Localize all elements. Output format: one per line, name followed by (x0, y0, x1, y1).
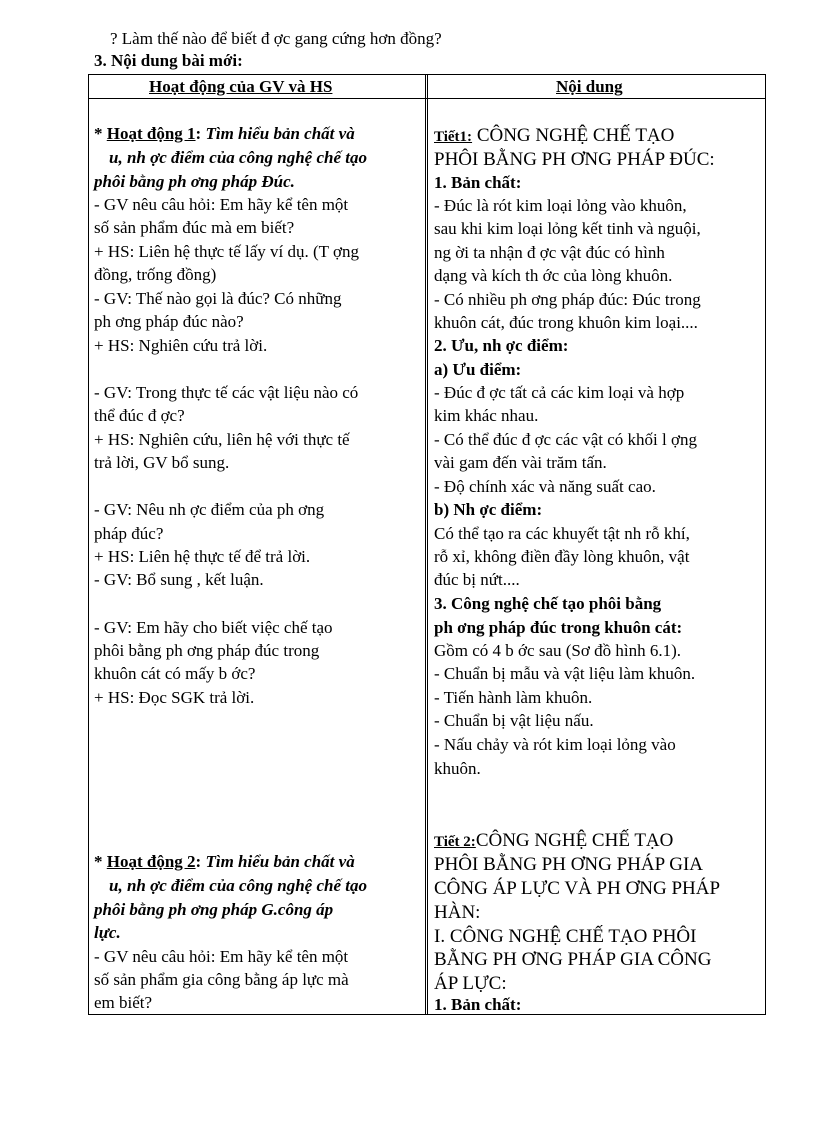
activity-1-label: Hoạt động 1 (106, 124, 196, 143)
right-text-line: - Chuẩn bị vật liệu nấu. (434, 711, 594, 730)
right-text-line: - Đúc đ ợc tất cả các kim loại và hợp (434, 383, 685, 402)
left-text-line: pháp đúc? (94, 524, 164, 543)
right-text-line: khuôn cát, đúc trong khuôn kim loại.... (434, 313, 698, 332)
lesson-2-title-line: HÀN: (434, 902, 481, 923)
subsection-heading: 3. Công nghệ chế tạo phôi bằng (434, 594, 662, 613)
left-text-line: thể đúc đ ợc? (94, 406, 185, 425)
right-text-line: dạng và kích th ớc của lòng khuôn. (434, 266, 673, 285)
left-text-line: - GV nêu câu hỏi: Em hãy kể tên một (94, 195, 349, 214)
right-text-line: sau khi kim loại lỏng kết tinh và nguội, (434, 219, 701, 238)
activity-2-title-line: u, nh ợc điểm của công nghệ chế tạo (109, 876, 367, 895)
header-right: Nội dung (556, 77, 623, 96)
lesson-2-section-line: BẰNG PH ƠNG PHÁP GIA CÔNG (434, 949, 712, 970)
left-text-line: + HS: Nghiên cứu, liên hệ với thực tế (94, 430, 350, 449)
lesson-2-title-line: PHÔI BẰNG PH ƠNG PHÁP GIA (434, 854, 704, 875)
right-text-line: - Tiến hành làm khuôn. (434, 688, 593, 707)
right-text-line: kim khác nhau. (434, 406, 539, 425)
activity-1-title-line: u, nh ợc điểm của công nghệ chế tạo (109, 148, 367, 167)
left-text-line: ph ơng pháp đúc nào? (94, 312, 244, 331)
right-text-line: - Độ chính xác và năng suất cao. (434, 477, 656, 496)
right-text-line: vài gam đến vài trăm tấn. (434, 453, 607, 472)
left-text-line: + HS: Nghiên cứu trả lời. (94, 336, 268, 355)
left-text-line: - GV: Bổ sung , kết luận. (94, 570, 264, 589)
right-text-line: - Đúc là rót kim loại lỏng vào khuôn, (434, 196, 687, 215)
column-divider (425, 74, 428, 1015)
activity-2-heading: * Hoạt động 2: Tìm hiểu bản chất và (94, 852, 355, 871)
left-text-line: - GV: Trong thực tế các vật liệu nào có (94, 383, 359, 402)
lesson-2-title-line: CÔNG ÁP LỰC VÀ PH ƠNG PHÁP (434, 878, 721, 899)
right-text-line: ng ời ta nhận đ ợc vật đúc có hình (434, 243, 665, 262)
left-text-line: số sản phẩm gia công bằng áp lực mà (94, 970, 349, 989)
right-text-line: - Có thể đúc đ ợc các vật có khối l ợng (434, 430, 697, 449)
activity-2-title-line: lực. (94, 923, 121, 942)
left-text-line: em biết? (94, 993, 153, 1012)
activity-2-label: Hoạt động 2 (106, 852, 196, 871)
right-text-line: khuôn. (434, 759, 481, 778)
right-text-line: Gồm có 4 b ớc sau (Sơ đồ hình 6.1). (434, 641, 681, 660)
lesson-2-section-line: ÁP LỰC: (434, 973, 507, 994)
right-text-line: đúc bị nứt.... (434, 570, 520, 589)
left-text-line: phôi bằng ph ơng pháp đúc trong (94, 641, 320, 660)
left-text-line: + HS: Liên hệ thực tế để trả lời. (94, 547, 311, 566)
lesson-2-label: Tiết 2: (434, 834, 476, 850)
right-text-line: Có thể tạo ra các khuyết tật nh rỗ khí, (434, 524, 690, 543)
lesson-1-title-line: PHÔI BẰNG PH ƠNG PHÁP ĐÚC: (434, 149, 715, 170)
left-text-line: trả lời, GV bổ sung. (94, 453, 230, 472)
header-rule (88, 98, 766, 99)
subsection-heading: 1. Bản chất: (434, 173, 522, 192)
subsection-heading: a) Ưu điểm: (434, 360, 522, 379)
activity-1-title-line: phôi bằng ph ơng pháp Đúc. (94, 172, 295, 191)
left-text-line: - GV: Thế nào gọi là đúc? Có những (94, 289, 342, 308)
lesson-1-heading: Tiết1: CÔNG NGHỆ CHẾ TẠO (434, 125, 675, 146)
right-text-line: - Có nhiều ph ơng pháp đúc: Đúc trong (434, 290, 701, 309)
left-text-line: - GV nêu câu hỏi: Em hãy kể tên một (94, 947, 349, 966)
left-text-line: số sản phẩm đúc mà em biết? (94, 218, 295, 237)
lesson-1-label: Tiết1: (434, 129, 473, 145)
left-text-line: - GV: Em hãy cho biết việc chế tạo (94, 618, 333, 637)
left-text-line: khuôn cát có mấy b ớc? (94, 664, 256, 683)
section-title: 3. Nội dung bài mới: (94, 51, 243, 70)
subsection-heading: 2. Ưu, nh ợc điểm: (434, 336, 569, 355)
subsection-heading: 1. Bản chất: (434, 995, 522, 1014)
lesson-2-section-line: I. CÔNG NGHỆ CHẾ TẠO PHÔI (434, 926, 697, 947)
right-text-line: - Nấu chảy và rót kim loại lỏng vào (434, 735, 676, 754)
right-text-line: rỗ xỉ, không điền đầy lòng khuôn, vật (434, 547, 690, 566)
subsection-heading: b) Nh ợc điểm: (434, 500, 543, 519)
left-text-line: đồng, trống đồng) (94, 265, 217, 284)
intro-question: ? Làm thế nào để biết đ ợc gang cứng hơn đồng? (110, 29, 442, 48)
left-text-line: - GV: Nêu nh ợc điểm của ph ơng (94, 500, 325, 519)
subsection-heading: ph ơng pháp đúc trong khuôn cát: (434, 618, 683, 637)
activity-2-title-line: phôi bằng ph ơng pháp G.công áp (94, 900, 334, 919)
left-text-line: + HS: Đọc SGK trả lời. (94, 688, 255, 707)
lesson-2-heading: Tiết 2:CÔNG NGHỆ CHẾ TẠO (434, 830, 674, 851)
right-text-line: - Chuẩn bị mẫu và vật liệu làm khuôn. (434, 664, 696, 683)
left-text-line: + HS: Liên hệ thực tế lấy ví dụ. (T ợng (94, 242, 359, 261)
header-left: Hoạt động của GV và HS (149, 77, 333, 96)
activity-1-heading: * Hoạt động 1: Tìm hiểu bản chất và (94, 124, 355, 143)
